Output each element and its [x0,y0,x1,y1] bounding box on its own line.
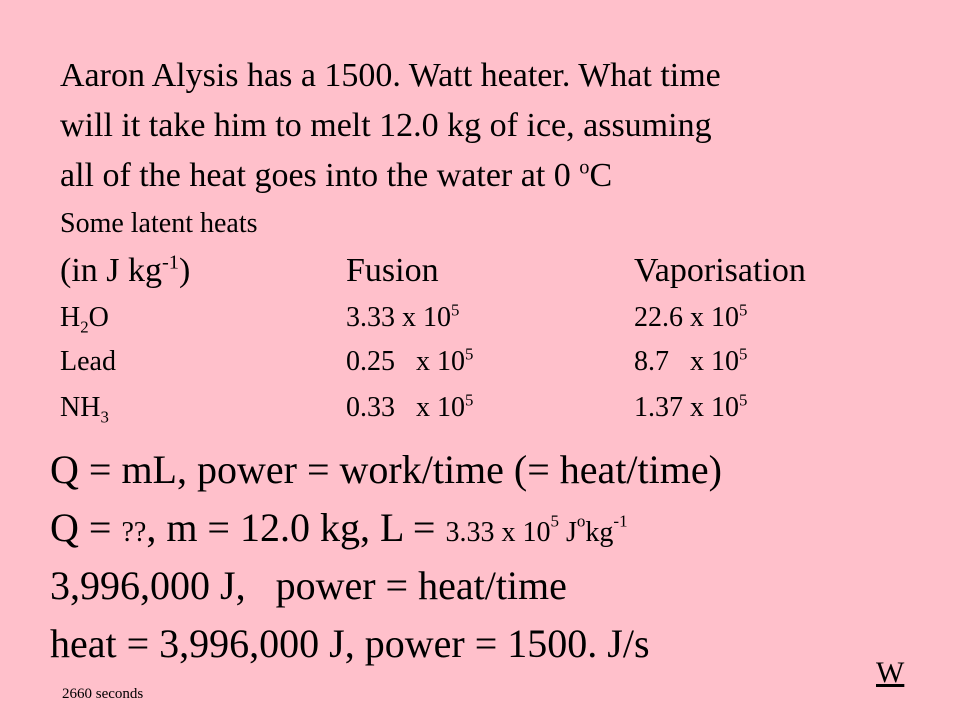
question-line-3: all of the heat goes into the water at 0 $^o$C [60,156,613,194]
question-line-2: will it take him to melt 12.0 kg of ice, assuming [60,107,712,144]
row-h2o-fusion: 3.33 x $10^5$ [346,300,460,333]
row-lead-fusion: 0.25 x $10^5$ [346,344,474,377]
row-name-lead: Lead [60,346,116,377]
row-nh3-fusion: 0.33 x $10^5$ [346,390,474,423]
table-caption: Some latent heats [60,208,258,239]
column-header-vaporisation: Vaporisation [634,252,806,289]
nav-link-w[interactable]: W [876,656,905,689]
solution-line-3: 3,996,000 J, power = heat/time [50,563,567,608]
table-unit-label: (in J $kg^{-1}$) [60,251,191,289]
solution-line-4: heat = 3,996,000 J, power = 1500. J/s [50,621,650,666]
row-name-nh3: $NH_3$ [60,392,109,427]
row-nh3-vaporisation: 1.37 x $10^5$ [634,390,748,423]
row-name-h2o: $H_2O$ [60,302,109,337]
column-header-fusion: Fusion [346,252,439,289]
solution-line-1: Q = mL, power = work/time (= heat/time) [50,447,722,492]
solution-line-2: Q = ??, m = 12.0 kg, L = 3.33 x $10^5$ $J^okg^{-1}$ [50,505,628,550]
row-h2o-vaporisation: 22.6 x $10^5$ [634,300,748,333]
row-lead-vaporisation: 8.7 x $10^5$ [634,344,748,377]
answer-note: 2660 seconds [62,686,144,702]
question-line-1: Aaron Alysis has a 1500. Watt heater. What time [60,57,721,94]
